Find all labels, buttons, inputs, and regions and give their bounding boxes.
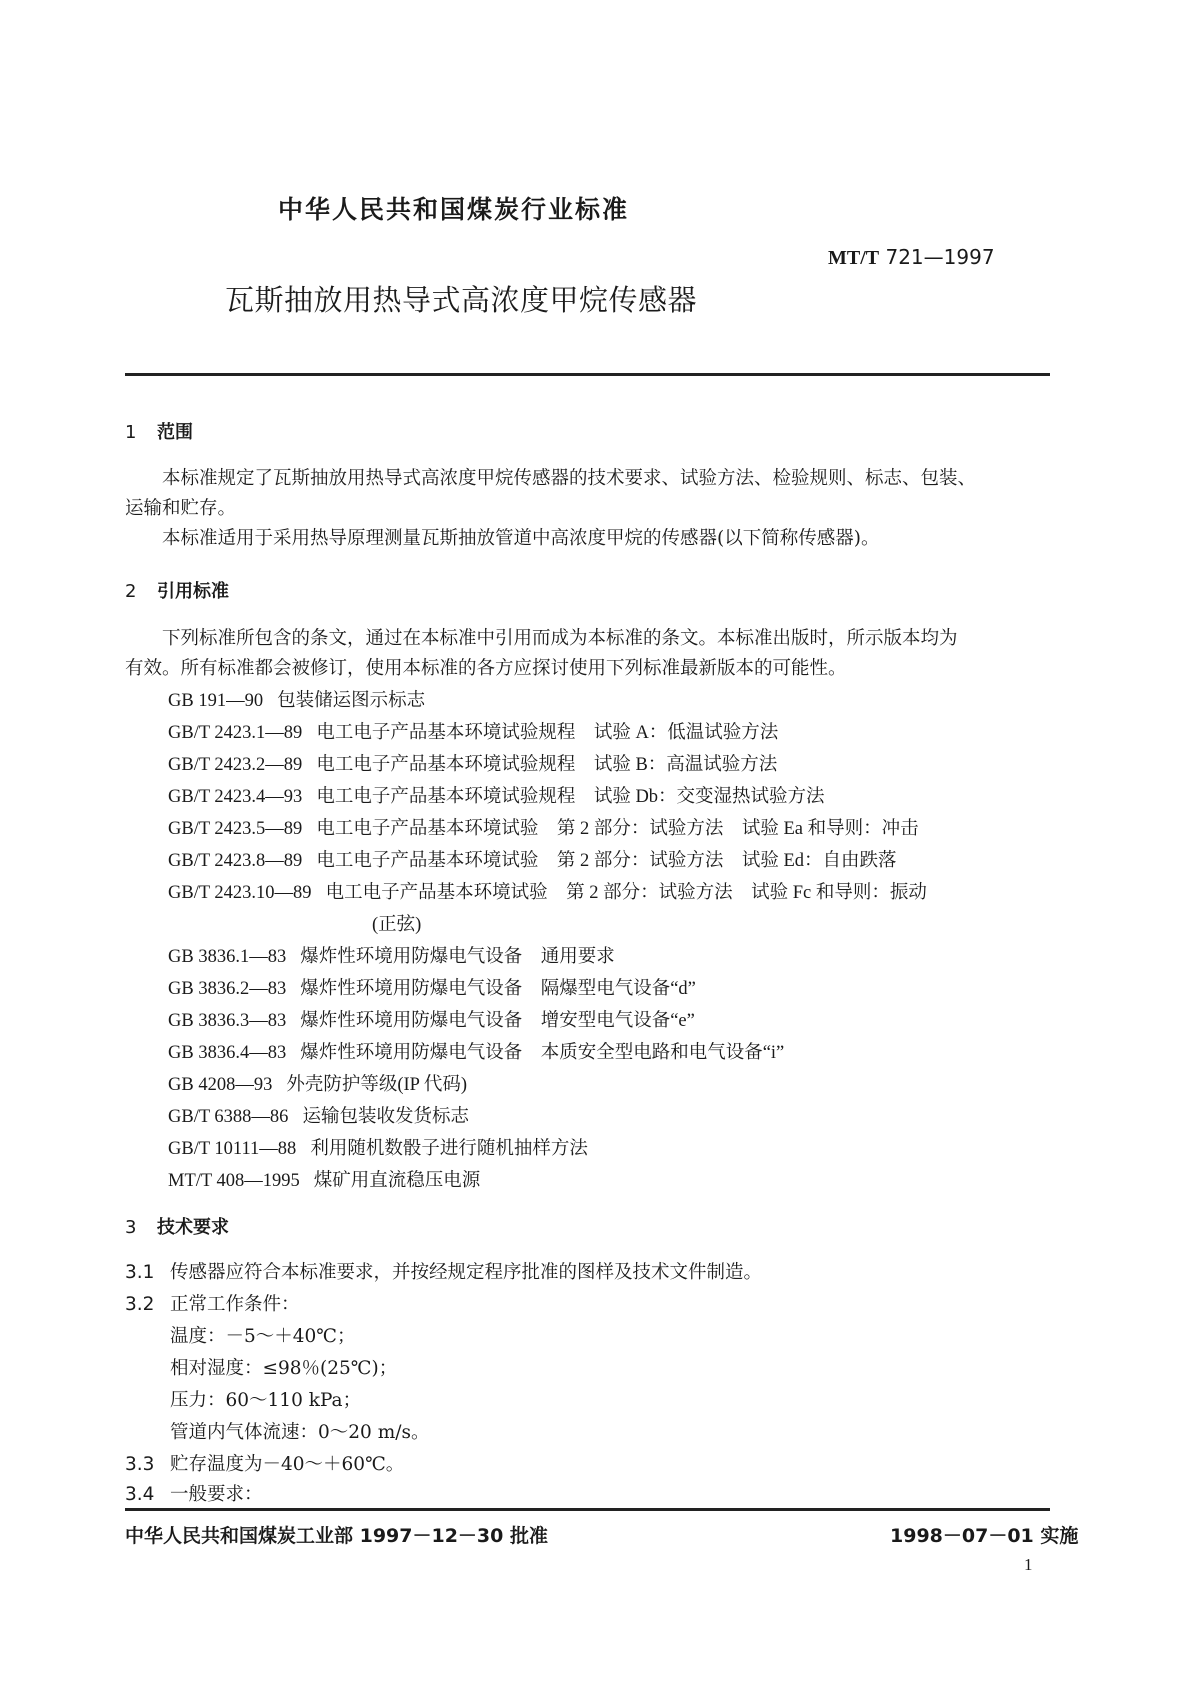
reference-code: GB/T 2423.1—89 (168, 723, 303, 743)
reference-title: 爆炸性环境用防爆电气设备 增安型电气设备“e” (300, 1011, 695, 1031)
section-number: 3 (125, 1217, 137, 1238)
reference-title: 电工电子产品基本环境试验规程 试验 B：高温试验方法 (316, 755, 778, 775)
reference-item (168, 1134, 588, 1160)
standard-code-prefix: MT/T (828, 247, 880, 269)
requirement-text: 一般要求： (170, 1484, 263, 1505)
reference-title: 电工电子产品基本环境试验规程 试验 Db：交变湿热试验方法 (316, 787, 825, 807)
requirement-item (125, 1258, 762, 1284)
section-heading-references (125, 577, 229, 603)
footer-divider (125, 1508, 1050, 1511)
requirement-number: 3.1 (125, 1262, 155, 1283)
reference-item (168, 878, 927, 904)
reference-item (168, 1038, 784, 1064)
requirement-item (125, 1290, 300, 1316)
requirement-text: 正常工作条件： (170, 1294, 300, 1315)
working-condition: 相对湿度：≤98％(25℃)； (170, 1358, 398, 1379)
reference-item (168, 750, 777, 776)
reference-code: GB 3836.4—83 (168, 1043, 287, 1063)
requirement-number: 3.2 (125, 1294, 155, 1315)
requirement-number: 3.4 (125, 1484, 155, 1505)
reference-item (168, 718, 778, 744)
reference-item (168, 1006, 695, 1032)
section-title: 引用标准 (157, 581, 229, 602)
section-heading-requirements (125, 1213, 229, 1239)
requirement-text: 传感器应符合本标准要求，并按经规定程序批准的图样及技术文件制造。 (170, 1262, 763, 1283)
reference-item (168, 782, 825, 808)
standard-code (828, 245, 995, 270)
references-intro-line-2: 有效。所有标准都会被修订，使用本标准的各方应探讨使用下列标准最新版本的可能性。 (125, 658, 847, 679)
requirement-item (125, 1450, 404, 1476)
reference-title: 爆炸性环境用防爆电气设备 隔爆型电气设备“d” (300, 979, 696, 999)
reference-title: 爆炸性环境用防爆电气设备 通用要求 (300, 947, 615, 967)
reference-code: GB 3836.1—83 (168, 947, 287, 967)
reference-code: GB/T 6388—86 (168, 1107, 289, 1127)
reference-title: 爆炸性环境用防爆电气设备 本质安全型电路和电气设备“i” (300, 1043, 785, 1063)
reference-item (168, 974, 696, 1000)
requirement-item (125, 1480, 263, 1506)
reference-code: GB/T 10111—88 (168, 1139, 297, 1159)
reference-item-continuation: (正弦) (372, 915, 422, 935)
reference-code: GB/T 2423.2—89 (168, 755, 303, 775)
page-number: 1 (1024, 1555, 1033, 1574)
reference-title: 电工电子产品基本环境试验 第 2 部分：试验方法 试验 Ed：自由跌落 (316, 851, 897, 871)
effective-date: 1998－07－01 实施 (890, 1525, 1079, 1547)
working-condition: 温度：－5～＋40℃； (170, 1326, 356, 1347)
reference-title: 包装储运图示标志 (277, 691, 426, 711)
standard-code-number: 721—1997 (885, 245, 995, 269)
reference-title: 电工电子产品基本环境试验 第 2 部分：试验方法 试验 Ea 和导则：冲击 (316, 819, 919, 839)
section-number: 1 (125, 422, 137, 443)
reference-code: GB 3836.3—83 (168, 1011, 287, 1031)
reference-title: 电工电子产品基本环境试验规程 试验 A：低温试验方法 (316, 723, 779, 743)
issuing-organization: 中华人民共和国煤炭行业标准 (278, 195, 630, 224)
reference-item (168, 1070, 467, 1096)
reference-item (168, 686, 425, 712)
reference-item (168, 1166, 480, 1192)
section-heading-scope (125, 418, 193, 444)
references-intro-line-1: 下列标准所包含的条文，通过在本标准中引用而成为本标准的条文。本标准出版时，所示版本均为 (162, 628, 958, 649)
reference-code: GB 4208—93 (168, 1075, 273, 1095)
reference-code: GB/T 2423.4—93 (168, 787, 303, 807)
reference-item (168, 814, 919, 840)
reference-title: 利用随机数骰子进行随机抽样方法 (310, 1139, 588, 1159)
reference-title: 电工电子产品基本环境试验 第 2 部分：试验方法 试验 Fc 和导则：振动 (325, 883, 927, 903)
scope-paragraph-2: 本标准适用于采用热导原理测量瓦斯抽放管道中高浓度甲烷的传感器(以下简称传感器)。 (162, 528, 880, 549)
working-condition: 管道内气体流速：0～20 m/s。 (170, 1422, 430, 1443)
approval-statement: 中华人民共和国煤炭工业部 1997－12－30 批准 (125, 1525, 548, 1547)
reference-title: 外壳防护等级(IP 代码) (286, 1075, 468, 1095)
reference-item (168, 942, 615, 968)
reference-item (168, 846, 897, 872)
reference-code: GB 3836.2—83 (168, 979, 287, 999)
requirement-number: 3.3 (125, 1454, 155, 1475)
section-number: 2 (125, 581, 137, 602)
header-divider (125, 373, 1050, 376)
reference-code: GB/T 2423.5—89 (168, 819, 303, 839)
scope-paragraph-1-line-1: 本标准规定了瓦斯抽放用热导式高浓度甲烷传感器的技术要求、试验方法、检验规则、标志、包装、 (162, 468, 977, 489)
working-condition: 压力：60～110 kPa； (170, 1390, 362, 1411)
reference-code: GB 191—90 (168, 691, 264, 711)
requirement-text: 贮存温度为－40～＋60℃。 (170, 1454, 405, 1475)
reference-title: 煤矿用直流稳压电源 (313, 1171, 481, 1191)
reference-item (168, 1102, 469, 1128)
reference-code: MT/T 408—1995 (168, 1171, 300, 1191)
document-title: 瓦斯抽放用热导式高浓度甲烷传感器 (225, 283, 698, 317)
reference-code: GB/T 2423.8—89 (168, 851, 303, 871)
section-title: 范围 (157, 422, 193, 443)
reference-title: 运输包装收发货标志 (302, 1107, 469, 1127)
section-title: 技术要求 (157, 1217, 229, 1238)
scope-paragraph-1-line-2: 运输和贮存。 (125, 498, 237, 519)
reference-code: GB/T 2423.10—89 (168, 883, 312, 903)
